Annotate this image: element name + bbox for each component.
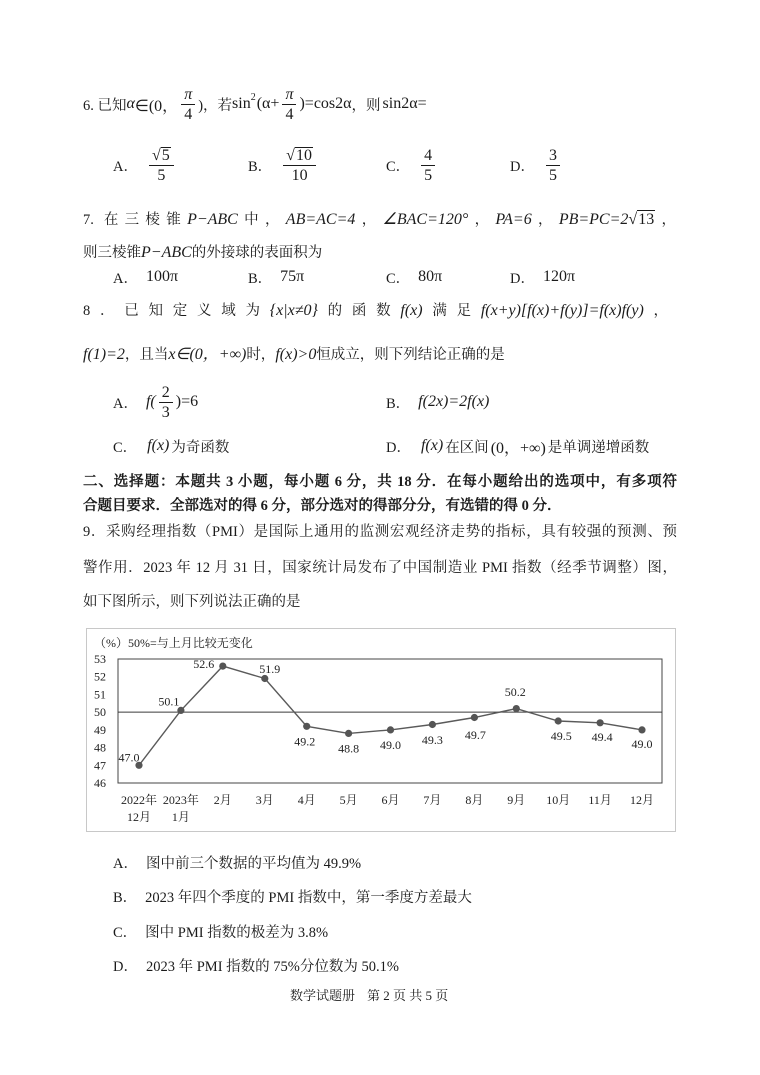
question-6-text: )，若 [198,97,233,114]
question-9-option-b [113,885,472,907]
fraction [181,86,195,123]
math-expression: PB=PC=2 [558,211,629,228]
option-label: B． [248,158,273,175]
data-point [387,726,394,733]
y-tick-label: 48 [94,740,106,755]
data-label: 49.4 [591,729,613,744]
question-6-option-c [386,143,438,187]
question-8-option-a [113,382,198,422]
fraction-denominator: 5 [548,166,557,184]
question-8-text: 的函数 [317,303,401,319]
x-tick-label: 11月 [588,793,612,807]
y-tick-label: 51 [94,687,106,702]
x-tick-label: 8月 [465,793,484,807]
math-expression: (α+ [256,95,280,112]
data-label: 51.9 [259,662,281,676]
data-point [597,719,604,726]
radicand: 5 [161,146,170,164]
math-expression: x∈(0，+∞) [168,346,247,363]
question-6-option-a [113,143,177,187]
section-2-heading-line-2: 合题目要求．全部选对的得 6 分，部分选对的得部分分，有选错的得 0 分． [83,498,562,514]
question-6-option-d [510,143,563,187]
option-label: D． [386,439,411,456]
data-point [638,726,645,733]
option-text: 为奇函数 [171,439,230,456]
question-9-option-a [113,851,361,873]
option-label: A． [113,855,138,872]
question-8-option-c [113,434,229,458]
math-expression: f(x) [420,437,444,454]
option-label: B． [248,270,273,287]
punctuation: ， [531,212,559,228]
math-expression: )=cos2α [299,95,352,112]
question-7-stem-line-1 [83,208,676,232]
question-7-stem-line-2 [83,241,322,265]
math-expression: sin2α= [382,95,427,112]
option-label: B． [386,395,411,412]
question-8-option-d [386,434,649,458]
fraction-numerator: π [282,86,296,105]
question-6-stem [83,86,429,122]
math-expression: f(x)>0 [275,346,317,363]
pmi-chart [86,628,676,832]
data-label: 49.5 [550,729,572,743]
option-label: A． [113,158,138,175]
question-6-text: ，则 [351,97,381,114]
page-footer [290,985,448,1004]
data-label: 50.2 [504,685,526,700]
y-tick-label: 53 [94,652,106,666]
y-tick-label: 52 [94,669,106,684]
question-8-text: 8．已知定义域为 [83,303,270,319]
x-tick-label: 3月 [255,793,274,807]
question-7-option-a [113,266,178,288]
option-label: C． [386,158,411,175]
footer-page-number: 第 2 页 共 5 页 [367,988,449,1003]
data-point [513,705,520,712]
option-text: 图中前三个数据的平均值为 49.9% [145,855,362,872]
question-8-text: 恒成立，则下列结论正确的是 [316,347,505,363]
fraction-numerator: 4 [421,147,435,166]
data-label: 49.2 [294,734,316,749]
fraction [546,147,560,184]
fraction-numerator [283,147,316,166]
x-tick-label: 2022年 [120,793,158,807]
fraction-numerator: π [181,86,195,105]
chart-title-text: 50%=与上月比较无变化 [128,636,253,650]
fraction [283,147,316,184]
fraction-denominator: 4 [184,105,193,123]
punctuation: ， [655,212,676,228]
math-expression: (0，+∞) [490,439,546,457]
question-7-option-c [386,266,442,288]
question-7-option-b [248,266,304,288]
section-2-heading-line-1: 二、选择题：本题共 3 小题，每小题 6 分，共 18 分．在每小题给出的选项中，有多项符 [83,474,677,490]
question-8-stem-line-2 [83,343,505,367]
data-point [555,717,562,724]
question-8-text: ，且当 [124,347,169,363]
x-tick-label: 1月 [171,810,190,824]
math-expression: )=6 [175,393,199,410]
data-point [303,723,310,730]
option-text: 在区间 [445,439,489,456]
question-7-text: 中， [237,212,286,228]
math-expression: f(x+y)[f(x)+f(y)]=f(x)f(y) [480,302,644,319]
x-tick-label: 12月 [629,793,655,807]
x-tick-label: 12月 [126,810,152,824]
fraction [149,147,174,184]
fraction-denominator: 10 [291,166,308,184]
data-label: 48.8 [338,741,360,756]
data-point [471,714,478,721]
question-8-text: 满足 [422,303,481,319]
fraction-numerator [149,147,174,166]
option-text: 2023 年 PMI 指数的 75%分位数为 50.1% [145,958,399,975]
question-6-option-b [248,143,319,187]
fraction-denominator: 5 [424,166,433,184]
math-expression: {x|x≠0} [269,302,318,319]
fraction-numerator: 3 [546,147,560,166]
option-value: 100π [145,268,179,285]
question-8-option-b [386,382,489,422]
question-7-text: 的外接球的表面积为 [191,245,323,261]
data-label: 50.1 [158,694,180,709]
math-variable: α [126,95,135,112]
x-tick-label: 4月 [297,793,316,807]
math-expression: ∈(0， [134,97,179,115]
question-6-text: 6. 已知 [83,97,127,114]
math-expression: PA=6 [495,211,532,228]
chart-title [94,635,253,650]
data-point [345,730,352,737]
x-tick-label: 9月 [507,793,526,807]
x-tick-label: 10月 [546,793,571,807]
option-value: 80π [418,268,443,285]
fraction-denominator: 4 [285,105,294,123]
option-text: 2023 年四个季度的 PMI 指数中，第一季度方差最大 [145,889,472,906]
option-value: 120π [542,268,576,285]
data-point [429,721,436,728]
math-expression: f(2x)=2f(x) [418,393,490,410]
radicand: 13 [638,211,655,228]
option-label: C． [386,270,411,287]
fraction-denominator: 3 [161,403,170,421]
radical-sign: √ [628,211,638,228]
option-label: C． [113,924,138,941]
question-9-option-d [113,954,399,976]
question-8-stem-line-1 [83,299,668,323]
fraction [421,147,435,184]
option-label: D． [510,158,535,175]
data-label: 49.0 [631,736,653,751]
math-expression: f(x) [147,437,170,454]
punctuation: ， [355,212,383,228]
option-label: C． [113,439,138,456]
radicand: 10 [295,146,312,164]
data-label: 47.0 [118,750,140,765]
math-expression: ∠BAC=120° [382,211,469,228]
question-8-text: 时， [246,347,276,363]
option-label: A． [113,395,138,412]
option-text: 图中 PMI 指数的极差为 3.8% [145,924,329,941]
question-7-option-d [510,266,575,288]
data-label: 52.6 [193,657,215,672]
data-label: 49.0 [380,737,401,752]
math-expression: f(x) [400,302,423,319]
y-tick-label: 50 [94,705,106,720]
math-superscript: 2 [250,91,256,103]
footer-booklet-name: 数学试题册 [290,988,356,1003]
math-function: sin [232,95,251,112]
option-label: D． [113,958,138,975]
option-value: 75π [280,268,305,285]
math-expression: P−ABC [187,211,238,228]
punctuation: ， [643,303,669,319]
question-7-text: 7. 在三棱锥 [83,212,188,228]
punctuation: ， [468,212,496,228]
x-tick-label: 2023年 [162,793,199,807]
data-label: 49.7 [464,728,486,742]
math-expression: f(1)=2 [83,346,125,363]
radical-sign: √ [286,146,295,164]
y-tick-label: 49 [94,722,106,737]
x-tick-label: 5月 [339,793,358,807]
data-label: 49.3 [421,733,443,747]
fraction-numerator: 2 [159,384,173,403]
fraction-denominator: 5 [157,166,166,184]
y-tick-label: 46 [94,776,106,790]
question-9-stem-line-1: 9．采购经理指数（PMI）是国际上通用的监测宏观经济走势的指标，具有较强的预测、预 [83,524,677,540]
fraction [282,86,296,123]
option-label: D． [510,270,535,287]
option-text: 是单调递增函数 [547,439,650,456]
x-tick-label: 7月 [423,793,442,807]
math-expression: P−ABC [141,244,192,261]
y-tick-label: 47 [94,758,106,773]
radical-sign: √ [151,146,161,164]
data-point [219,663,226,670]
x-tick-label: 6月 [381,793,400,807]
option-label: B． [113,889,138,906]
question-7-text: 则三棱锥 [83,245,141,261]
fraction [159,384,173,421]
question-9-stem-line-2: 警作用．2023 年 12 月 31 日，国家统计局发布了中国制造业 PMI 指数（经季节调整）图， [83,560,677,576]
math-expression: AB=AC=4 [285,211,356,228]
math-expression: f( [145,393,156,410]
question-9-stem-line-3: 如下图所示，则下列说法正确的是 [83,594,301,610]
chart-unit: （%） [94,636,128,650]
x-tick-label: 2月 [213,793,232,807]
option-label: A． [113,270,138,287]
question-9-option-c [113,920,328,942]
